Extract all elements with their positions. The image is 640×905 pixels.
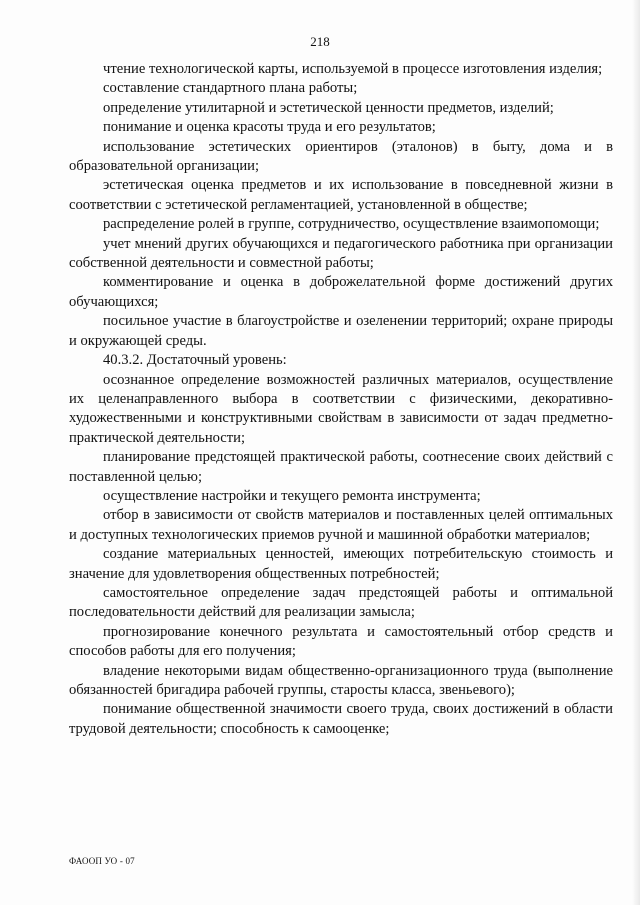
- paragraph: распределение ролей в группе, сотрудничество, осуществление взаимопомощи;: [103, 216, 600, 233]
- document-footer-code: ФАООП УО - 07: [69, 856, 135, 866]
- paragraph: учет мнений других обучающихся и педагогического работника при организации собственной деятельности и совместной работы;: [69, 235, 613, 272]
- paragraph: планирование предстоящей практической работы, соотнесение своих действий с поставленной целью;: [69, 449, 613, 485]
- paragraph: использование эстетических ориентиров (эталонов) в быту, дома и в образовательной организации;: [69, 138, 613, 175]
- body-text: [69, 60, 613, 739]
- paragraph: отбор в зависимости от свойств материалов и поставленных целей оптимальных и доступных технологических приемов ручной и машинной обработки материалов;: [69, 507, 613, 543]
- paragraph: составление стандартного плана работы;: [103, 80, 358, 97]
- paragraph: чтение технологической карты, используемой в процессе изготовления изделия;: [103, 61, 603, 77]
- scan-edge-shadow: [632, 0, 640, 905]
- paragraph: комментирование и оценка в доброжелательной форме достижений других обучающихся;: [69, 274, 613, 310]
- paragraph: эстетическая оценка предметов и их использование в повседневной жизни в соответствии с эстетической регламентацией, установленной в обществе;: [69, 177, 613, 213]
- paragraph: определение утилитарной и эстетической ценности предметов, изделий;: [103, 99, 554, 116]
- paragraph: прогнозирование конечного результата и самостоятельный отбор средств и способов работы для его получения;: [69, 623, 613, 660]
- page-number: 218: [310, 34, 330, 49]
- paragraph: осознанное определение возможностей различных материалов, осуществление их целенаправленного выбора в соответствии с физическими, декоративно-художественными и конструктивными свойствам в зависимости от задач предметно-практической деятельности;: [69, 371, 613, 446]
- section-heading: 40.3.2. Достаточный уровень:: [103, 352, 287, 369]
- paragraph: осуществление настройки и текущего ремонта инструмента;: [103, 487, 481, 504]
- paragraph: самостоятельное определение задач предстоящей работы и оптимальной последовательности действий для реализации замысла;: [69, 584, 613, 621]
- paragraph: понимание общественной значимости своего труда, своих достижений в области трудовой деятельности; способность к самооценке;: [69, 701, 613, 737]
- paragraph: создание материальных ценностей, имеющих потребительскую стоимость и значение для удовлетворения общественных потребностей;: [69, 546, 613, 582]
- paragraph: понимание и оценка красоты труда и его результатов;: [103, 119, 436, 136]
- paragraph: владение некоторыми видам общественно-организационного труда (выполнение обязанностей бригадира рабочей группы, старосты класса, звеньевого);: [69, 662, 613, 698]
- paragraph: посильное участие в благоустройстве и озеленении территорий; охране природы и окружающей среды.: [69, 313, 613, 349]
